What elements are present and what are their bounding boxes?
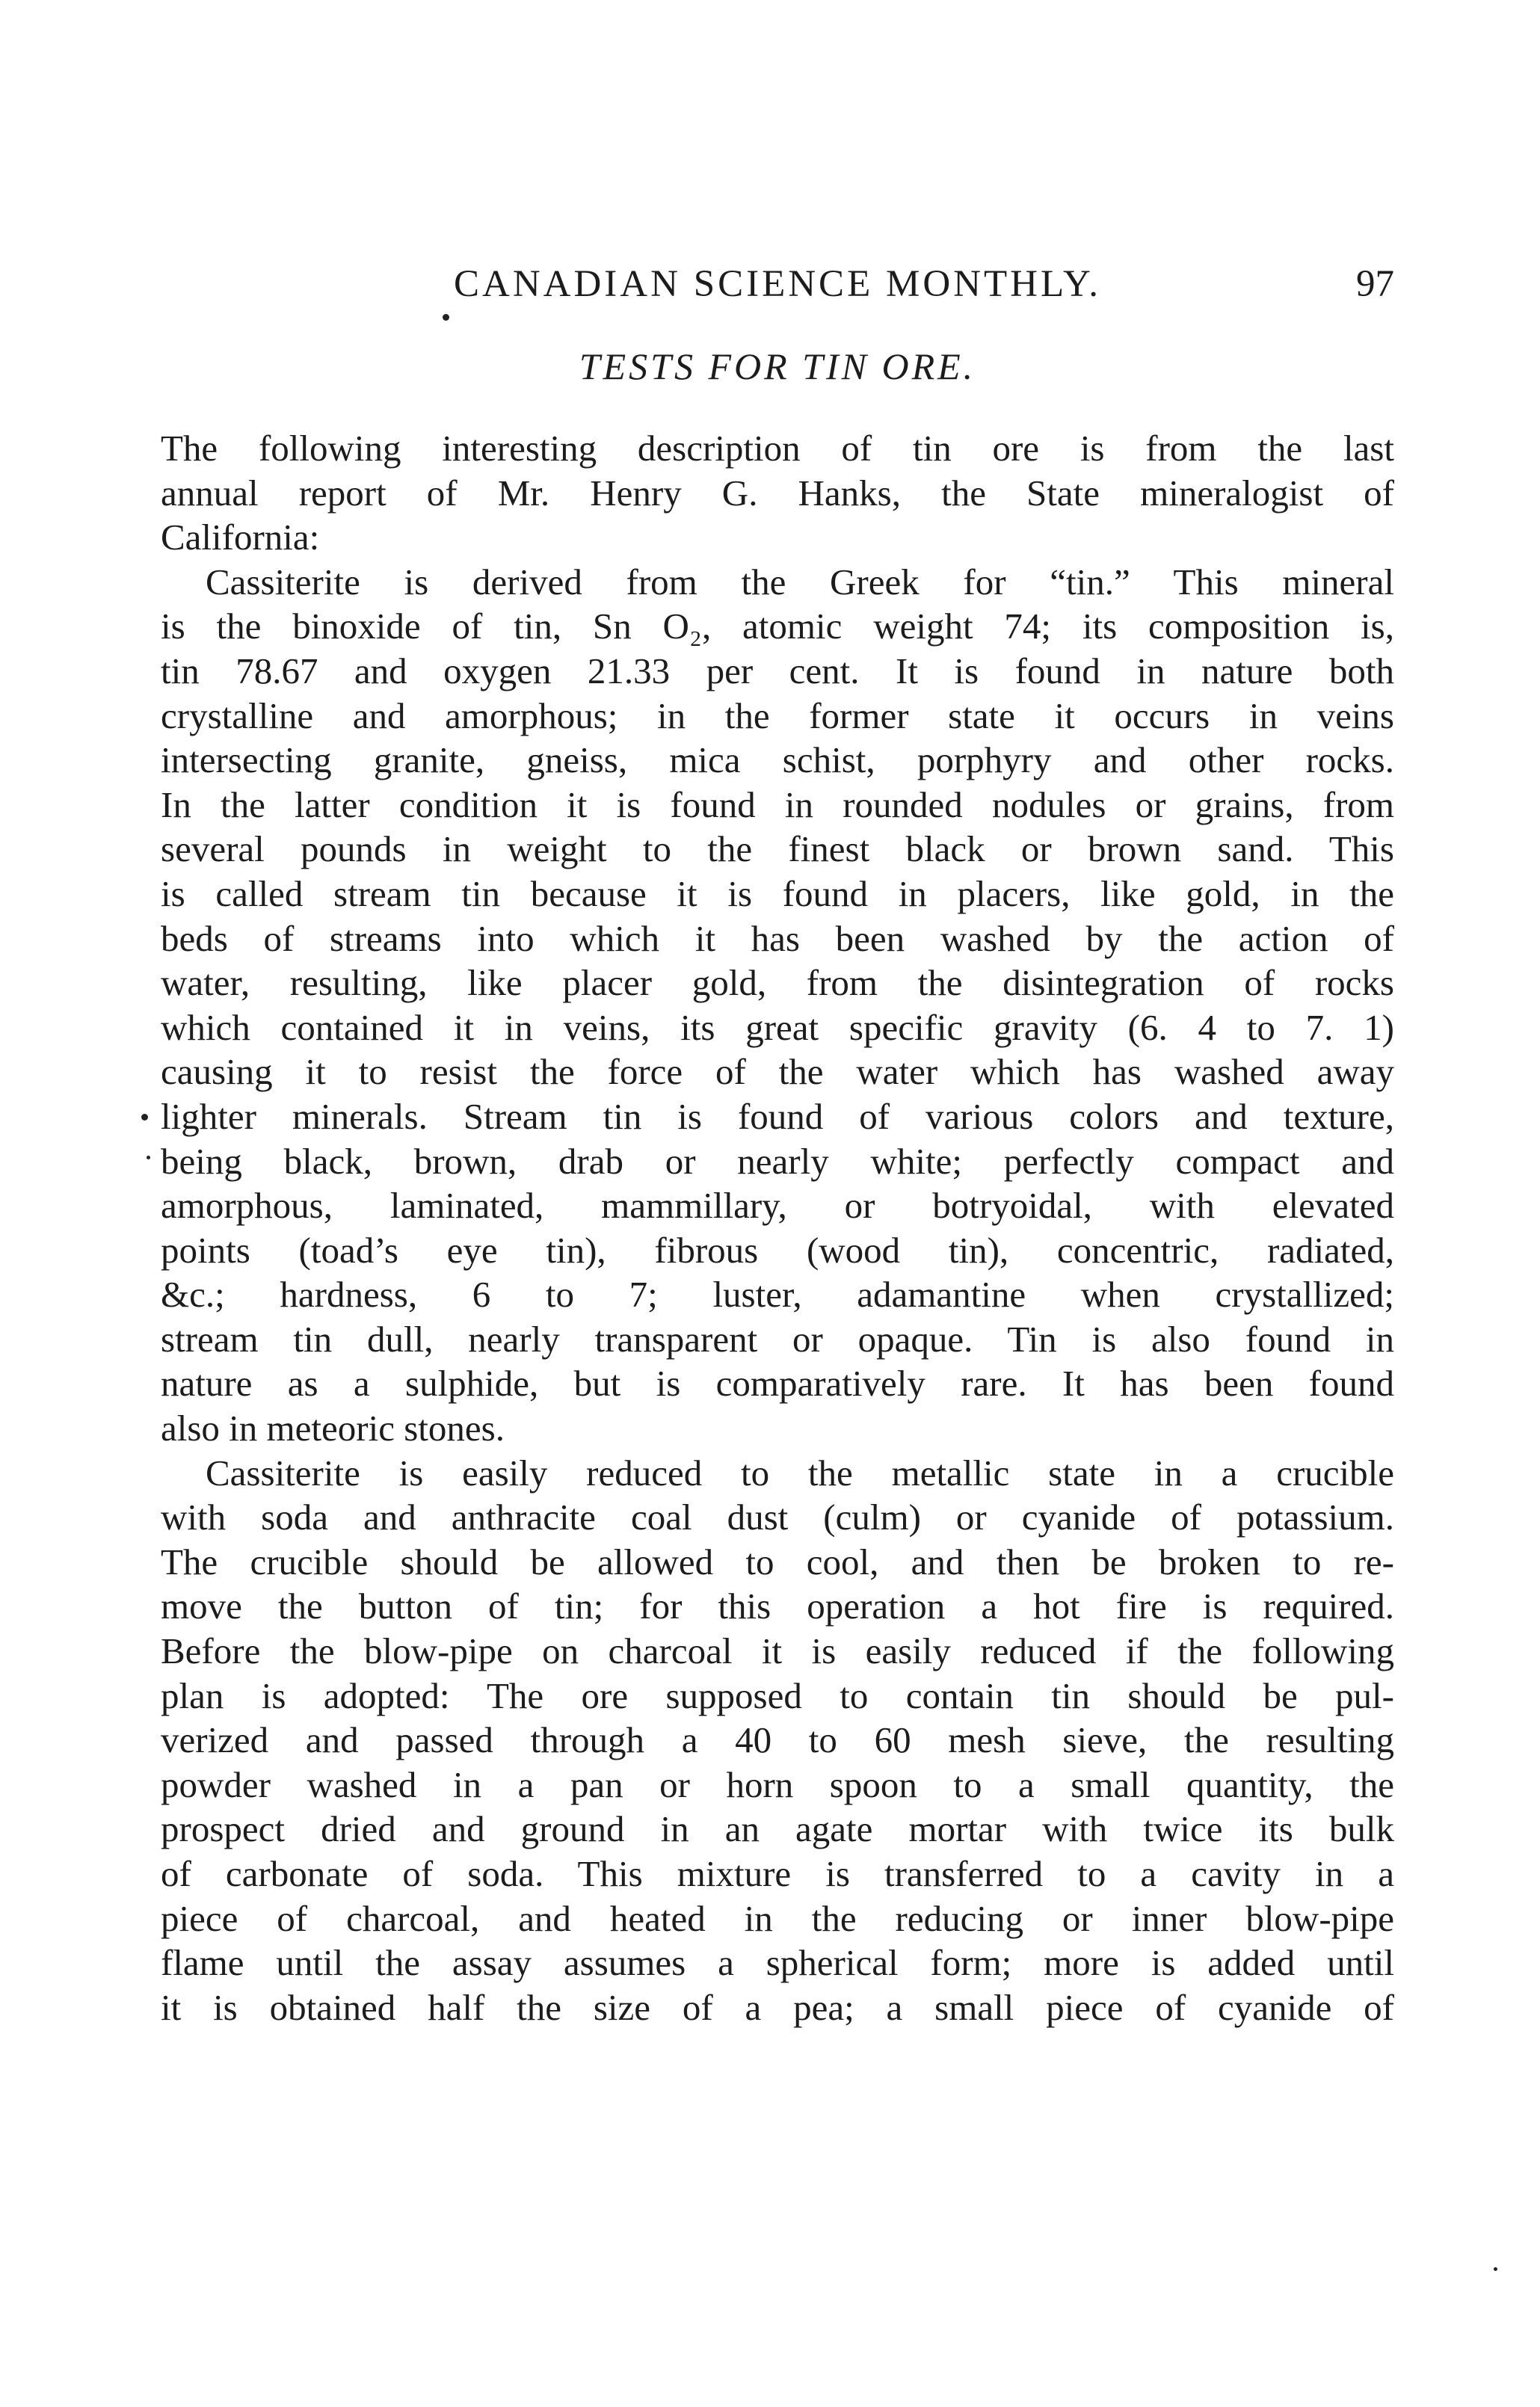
- journal-title: CANADIAN SCIENCE MONTHLY.: [453, 263, 1102, 305]
- margin-dot-mark: [141, 1114, 148, 1121]
- text-line: tin 78.67 and oxygen 21.33 per cent. It is found in nature both: [161, 650, 1394, 691]
- article-body: [161, 426, 1394, 2030]
- text-line: is called stream tin because it is found in placers, like gold, in the: [161, 872, 1394, 914]
- text-line: it is obtained half the size of a pea; a small piece of cyanide of: [161, 1986, 1394, 2028]
- text-line: flame until the assay assumes a spherical form; more is added until: [161, 1942, 1394, 1984]
- page-number: 97: [1356, 263, 1394, 305]
- text-line: amorphous, laminated, mammillary, or botryoidal, with elevated: [161, 1185, 1394, 1227]
- text-line: several pounds in weight to the finest black or brown sand. This: [161, 828, 1394, 870]
- running-head: [161, 258, 1394, 310]
- text-line: beds of streams into which it has been washed by the action of: [161, 917, 1394, 959]
- text-line: verized and passed through a 40 to 60 mesh sieve, the resulting: [161, 1719, 1394, 1761]
- text-line: The crucible should be allowed to cool, and then be broken to re-: [161, 1541, 1394, 1582]
- text-line: also in meteoric stones.: [161, 1408, 505, 1449]
- text-line: prospect dried and ground in an agate mortar with twice its bulk: [161, 1808, 1394, 1850]
- text-line: Cassiterite is easily reduced to the metallic state in a crucible: [206, 1452, 1394, 1494]
- text-line: of carbonate of soda. This mixture is transferred to a cavity in a: [161, 1853, 1394, 1894]
- text-line: annual report of Mr. Henry G. Hanks, the State mineralogist of: [161, 472, 1394, 514]
- text-line: California:: [161, 517, 320, 558]
- intro-paragraph: [161, 426, 1394, 560]
- text-line: The following interesting description of tin ore is from the last: [161, 428, 1394, 469]
- text-line: causing it to resist the force of the water which has washed away: [161, 1051, 1394, 1093]
- text-line: move the button of tin; for this operation a hot fire is required.: [161, 1585, 1394, 1627]
- text-line: nature as a sulphide, but is comparatively rare. It has been found: [161, 1363, 1394, 1405]
- text-line: water, resulting, like placer gold, from the disintegration of rocks: [161, 962, 1394, 1004]
- text-line: &c.; hardness, 6 to 7; luster, adamantine when crystallized;: [161, 1274, 1394, 1316]
- text-line: Before the blow-pipe on charcoal it is easily reduced if the following: [161, 1630, 1394, 1672]
- text-line: points (toad’s eye tin), fibrous (wood tin), concentric, radiated,: [161, 1229, 1394, 1271]
- text-line: In the latter condition it is found in rounded nodules or grains, from: [161, 783, 1394, 825]
- text-line: crystalline and amorphous; in the former state it occurs in veins: [161, 694, 1394, 736]
- text-line: lighter minerals. Stream tin is found of various colors and texture,: [161, 1095, 1394, 1137]
- text-line: Cassiterite is derived from the Greek for “tin.” This mineral: [206, 561, 1394, 602]
- print-speck: [443, 314, 449, 321]
- text-line: with soda and anthracite coal dust (culm) or cyanide of potassium.: [161, 1497, 1394, 1538]
- article-title: TESTS FOR TIN ORE.: [579, 345, 976, 387]
- paragraph-reduction-method: [161, 1451, 1394, 2030]
- text-line: which contained it in veins, its great specific gravity (6. 4 to 7. 1): [161, 1006, 1394, 1048]
- text-line: plan is adopted: The ore supposed to contain tin should be pul-: [161, 1674, 1394, 1716]
- text-line: powder washed in a pan or horn spoon to a small quantity, the: [161, 1763, 1394, 1805]
- print-speck: [147, 1156, 150, 1159]
- print-speck: [1494, 2267, 1497, 2271]
- text-line: being black, brown, drab or nearly white; perfectly compact and: [161, 1140, 1394, 1182]
- text-line: is the binoxide of tin, Sn O₂, atomic weight 74; its composition is,: [161, 605, 1394, 647]
- text-line: piece of charcoal, and heated in the reducing or inner blow-pipe: [161, 1897, 1394, 1939]
- text-line: stream tin dull, nearly transparent or opaque. Tin is also found in: [161, 1318, 1394, 1360]
- paragraph-cassiterite-description: [161, 560, 1394, 1451]
- text-line: intersecting granite, gneiss, mica schist, porphyry and other rocks.: [161, 739, 1394, 781]
